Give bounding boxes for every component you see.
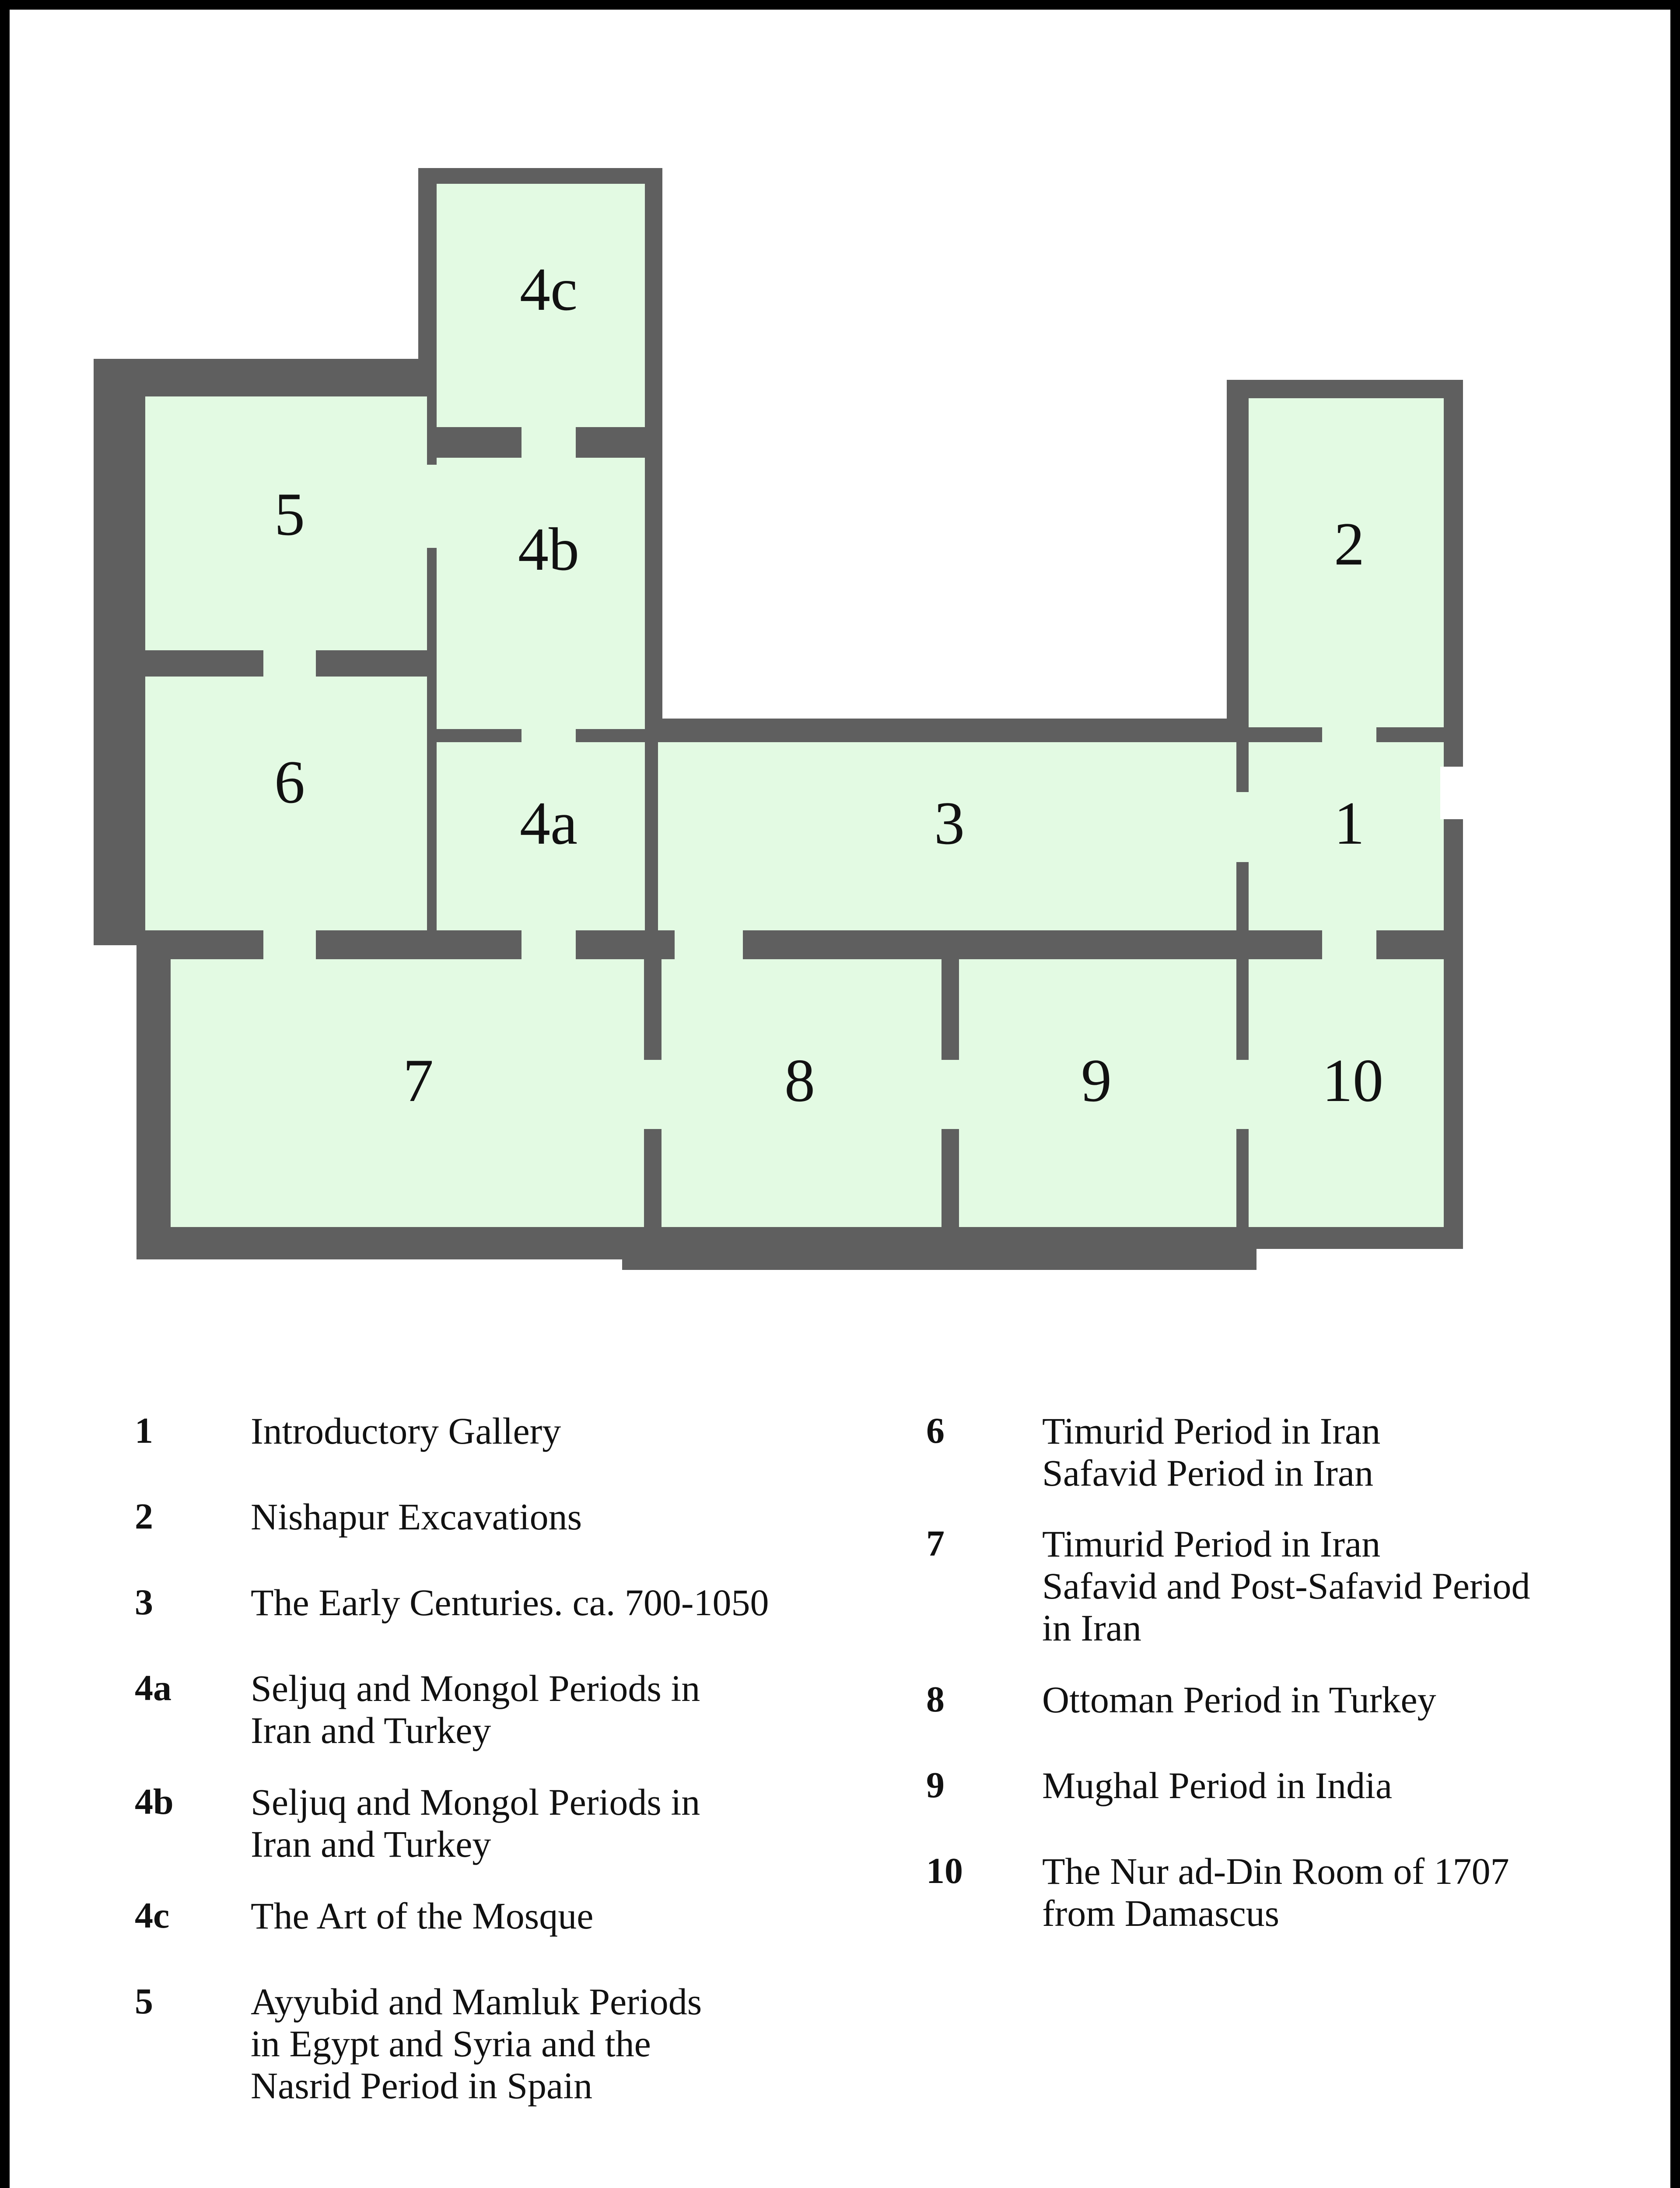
- legend-description: [1042, 1850, 1509, 1934]
- room-label-6: 6: [274, 748, 305, 816]
- legend-description: [251, 1410, 561, 1452]
- legend-line: in Egypt and Syria and the: [251, 2023, 651, 2065]
- legend-number: 4c: [135, 1895, 170, 1936]
- legend-line: Ayyubid and Mamluk Periods: [251, 1981, 702, 2023]
- legend-description: [1042, 1679, 1436, 1721]
- legend-number: 10: [926, 1851, 963, 1891]
- legend-description: [251, 1581, 769, 1623]
- legend-line: Ottoman Period in Turkey: [1042, 1679, 1436, 1721]
- legend-line: Timurid Period in Iran: [1042, 1410, 1381, 1452]
- legend-entry: [926, 1679, 1679, 1721]
- room-label-8: 8: [784, 1047, 815, 1115]
- room-label-4c: 4c: [519, 256, 578, 323]
- legend-line: Seljuq and Mongol Periods in: [251, 1667, 700, 1709]
- legend-number: 9: [926, 1765, 945, 1806]
- doorway-7-8: [638, 1060, 668, 1129]
- legend-number: 6: [926, 1410, 945, 1451]
- legend-left: [135, 1410, 887, 2107]
- legend-description: [251, 1667, 700, 1751]
- legend-entry: [135, 1895, 887, 1937]
- legend-line: Timurid Period in Iran: [1042, 1523, 1381, 1565]
- legend-line: Mughal Period in India: [1042, 1764, 1393, 1806]
- legend-line: Iran and Turkey: [251, 1823, 491, 1865]
- legend-entry: [135, 1410, 887, 1452]
- legend-line: Safavid and Post-Safavid Period: [1042, 1565, 1530, 1607]
- legend-description: [251, 1781, 700, 1865]
- legend-description: [1042, 1764, 1392, 1806]
- legend-entry: [926, 1764, 1679, 1806]
- legend-entry: [135, 1981, 887, 2107]
- room-label-10: 10: [1322, 1047, 1383, 1115]
- legend-description: [1042, 1410, 1380, 1494]
- legend-line: Nasrid Period in Spain: [251, 2065, 593, 2107]
- doorway-4a-7: [522, 924, 576, 964]
- room-label-9: 9: [1081, 1047, 1112, 1115]
- doorway-9-10: [1229, 1060, 1256, 1129]
- legend-line: Seljuq and Mongol Periods in: [251, 1781, 700, 1823]
- legend-entry: [926, 1410, 1679, 1494]
- legend-line: Nishapur Excavations: [251, 1496, 582, 1538]
- room-label-2: 2: [1334, 510, 1365, 578]
- legend-entry: [135, 1667, 887, 1751]
- legend-description: [251, 1895, 593, 1937]
- doorway-4c-4b: [522, 423, 576, 462]
- legend-entry: [926, 1850, 1679, 1934]
- legend-number: 3: [135, 1582, 153, 1623]
- room-label-4b: 4b: [518, 515, 579, 583]
- room-label-1: 1: [1334, 789, 1365, 857]
- doorway-3-1: [1229, 792, 1256, 862]
- legend-number: 4b: [135, 1781, 174, 1822]
- room-label-5: 5: [274, 480, 305, 548]
- legend-number: 7: [926, 1523, 945, 1564]
- legend-line: The Nur ad-Din Room of 1707: [1042, 1850, 1509, 1892]
- legend-entry: [135, 1581, 887, 1623]
- room-label-3: 3: [934, 789, 965, 857]
- room-floor-4b: [437, 458, 645, 729]
- legend-number: 8: [926, 1679, 945, 1720]
- legend-number: 1: [135, 1410, 153, 1451]
- doorway-2-1: [1322, 721, 1376, 747]
- doorway-6-7: [263, 924, 316, 964]
- legend-line: Safavid Period in Iran: [1042, 1452, 1374, 1494]
- legend-line: Introductory Gallery: [251, 1410, 561, 1452]
- legend-line: Iran and Turkey: [251, 1709, 491, 1751]
- legend-number: 5: [135, 1981, 153, 2022]
- legend-number: 2: [135, 1496, 153, 1537]
- legend-line: The Early Centuries. ca. 700-1050: [251, 1581, 769, 1623]
- doorway-1-10: [1322, 924, 1376, 964]
- legend-entry: [135, 1496, 887, 1538]
- legend-entry: [926, 1523, 1679, 1649]
- legend-number: 4a: [135, 1668, 172, 1708]
- legend-line: The Art of the Mosque: [251, 1895, 594, 1937]
- floor-plan: [10, 10, 1670, 1322]
- doorway-8-9: [935, 1060, 966, 1129]
- legend-description: [251, 1496, 582, 1538]
- legend-line: from Damascus: [1042, 1892, 1280, 1934]
- legend-description: [251, 1981, 702, 2107]
- doorway-4b-4a: [522, 723, 576, 749]
- legend-line: in Iran: [1042, 1607, 1141, 1649]
- doorway-5-6: [263, 644, 316, 684]
- legend-description: [1042, 1523, 1530, 1649]
- room-label-4a: 4a: [519, 789, 578, 857]
- legend-entry: [135, 1781, 887, 1865]
- legend-right: [926, 1410, 1679, 1934]
- doorway-3-8: [675, 924, 743, 964]
- doorway-5-4b: [421, 465, 443, 548]
- room-label-7: 7: [403, 1047, 434, 1115]
- entrance-opening: [1440, 767, 1471, 819]
